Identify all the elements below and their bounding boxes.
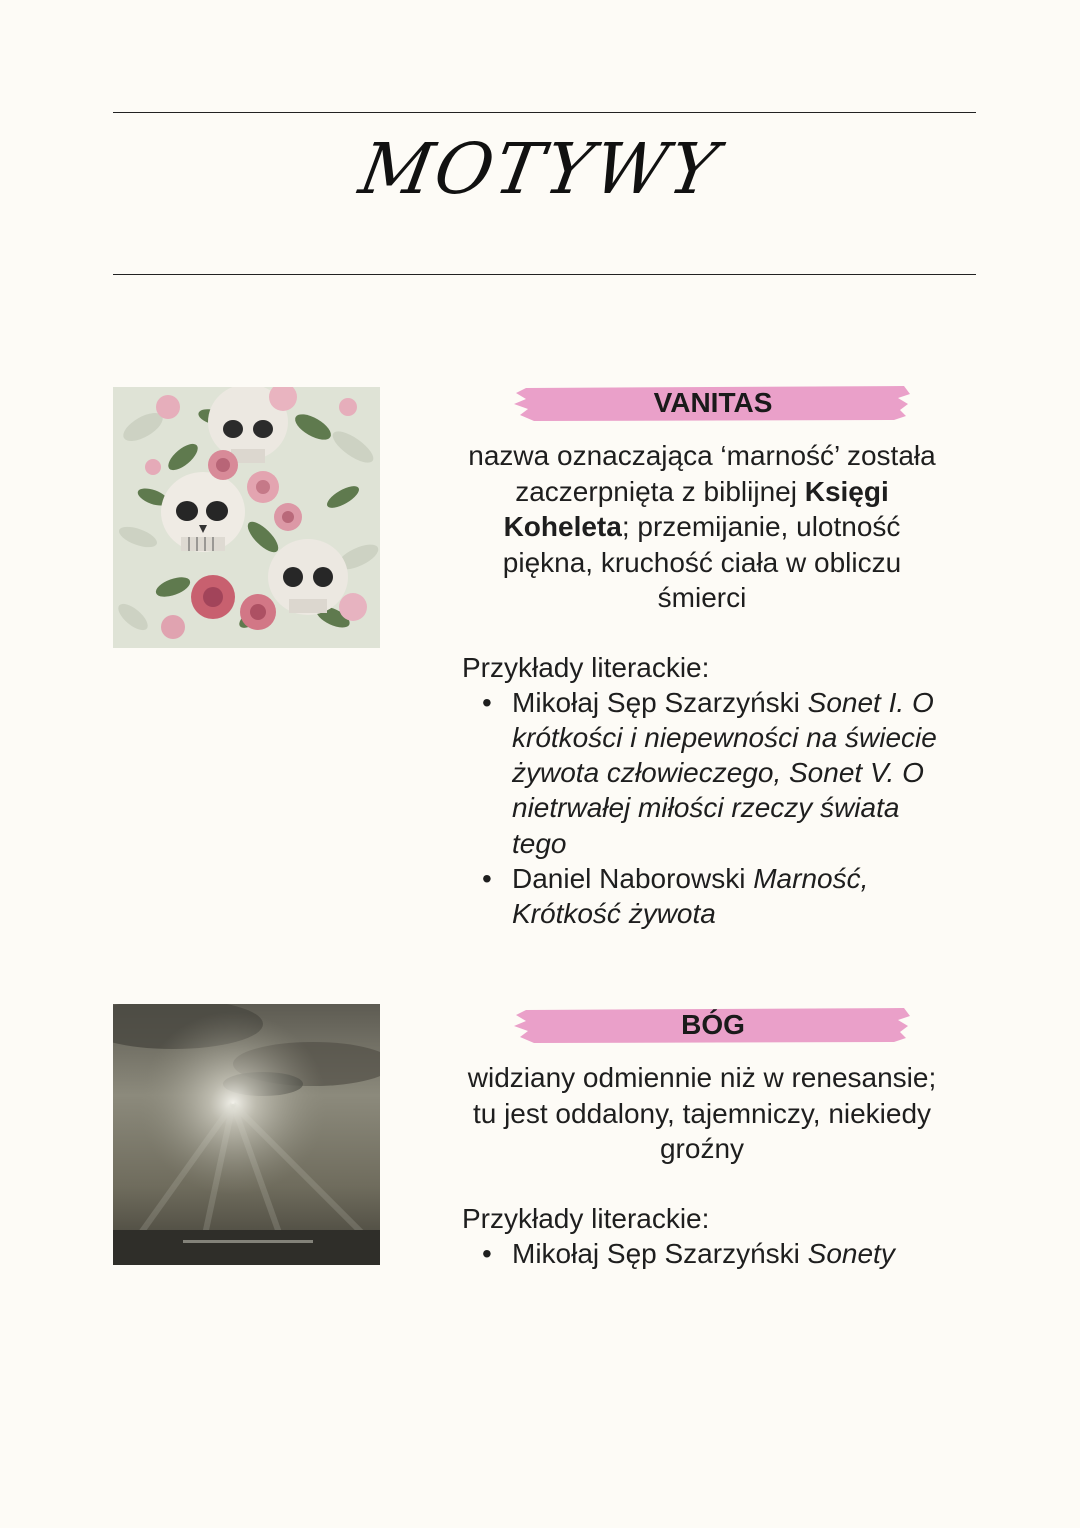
heading-brush [514,384,912,422]
page-title: MOTYWY [353,128,727,210]
examples-list [462,1236,942,1271]
bog-image [113,1004,380,1265]
examples-label: Przykłady literackie: [462,651,710,683]
list-item: • Daniel Naborowski Marność, Krótkość żywota [462,861,942,932]
motif-vanitas [462,384,942,932]
heading-bog: BÓG [681,1009,745,1040]
bottom-divider [113,274,976,275]
vanitas-image [113,387,380,648]
examples-list [462,685,942,932]
description: nazwa oznaczająca ‘marność’ została zaczerpnięta z biblijnej Księgi Koheleta; przemijanie, ulotność piękna, kruchość ciała w obliczu śmierci [468,440,936,613]
list-item: • Mikołaj Sęp Szarzyński Sonet I. O krótkości i niepewności na świecie żywota człowieczego, Sonet V. O nietrwałej miłości rzeczy świata tego [462,685,942,861]
list-item: • Mikołaj Sęp Szarzyński Sonety [462,1236,942,1271]
heading-vanitas: VANITAS [653,387,773,418]
description: widziany odmiennie niż w renesansie; tu jest oddalony, tajemniczy, niekiedy groźny [467,1062,937,1164]
heading-brush [514,1006,912,1044]
motif-bog [462,1006,942,1271]
examples-label: Przykłady literackie: [462,1202,710,1234]
top-divider [113,112,976,113]
